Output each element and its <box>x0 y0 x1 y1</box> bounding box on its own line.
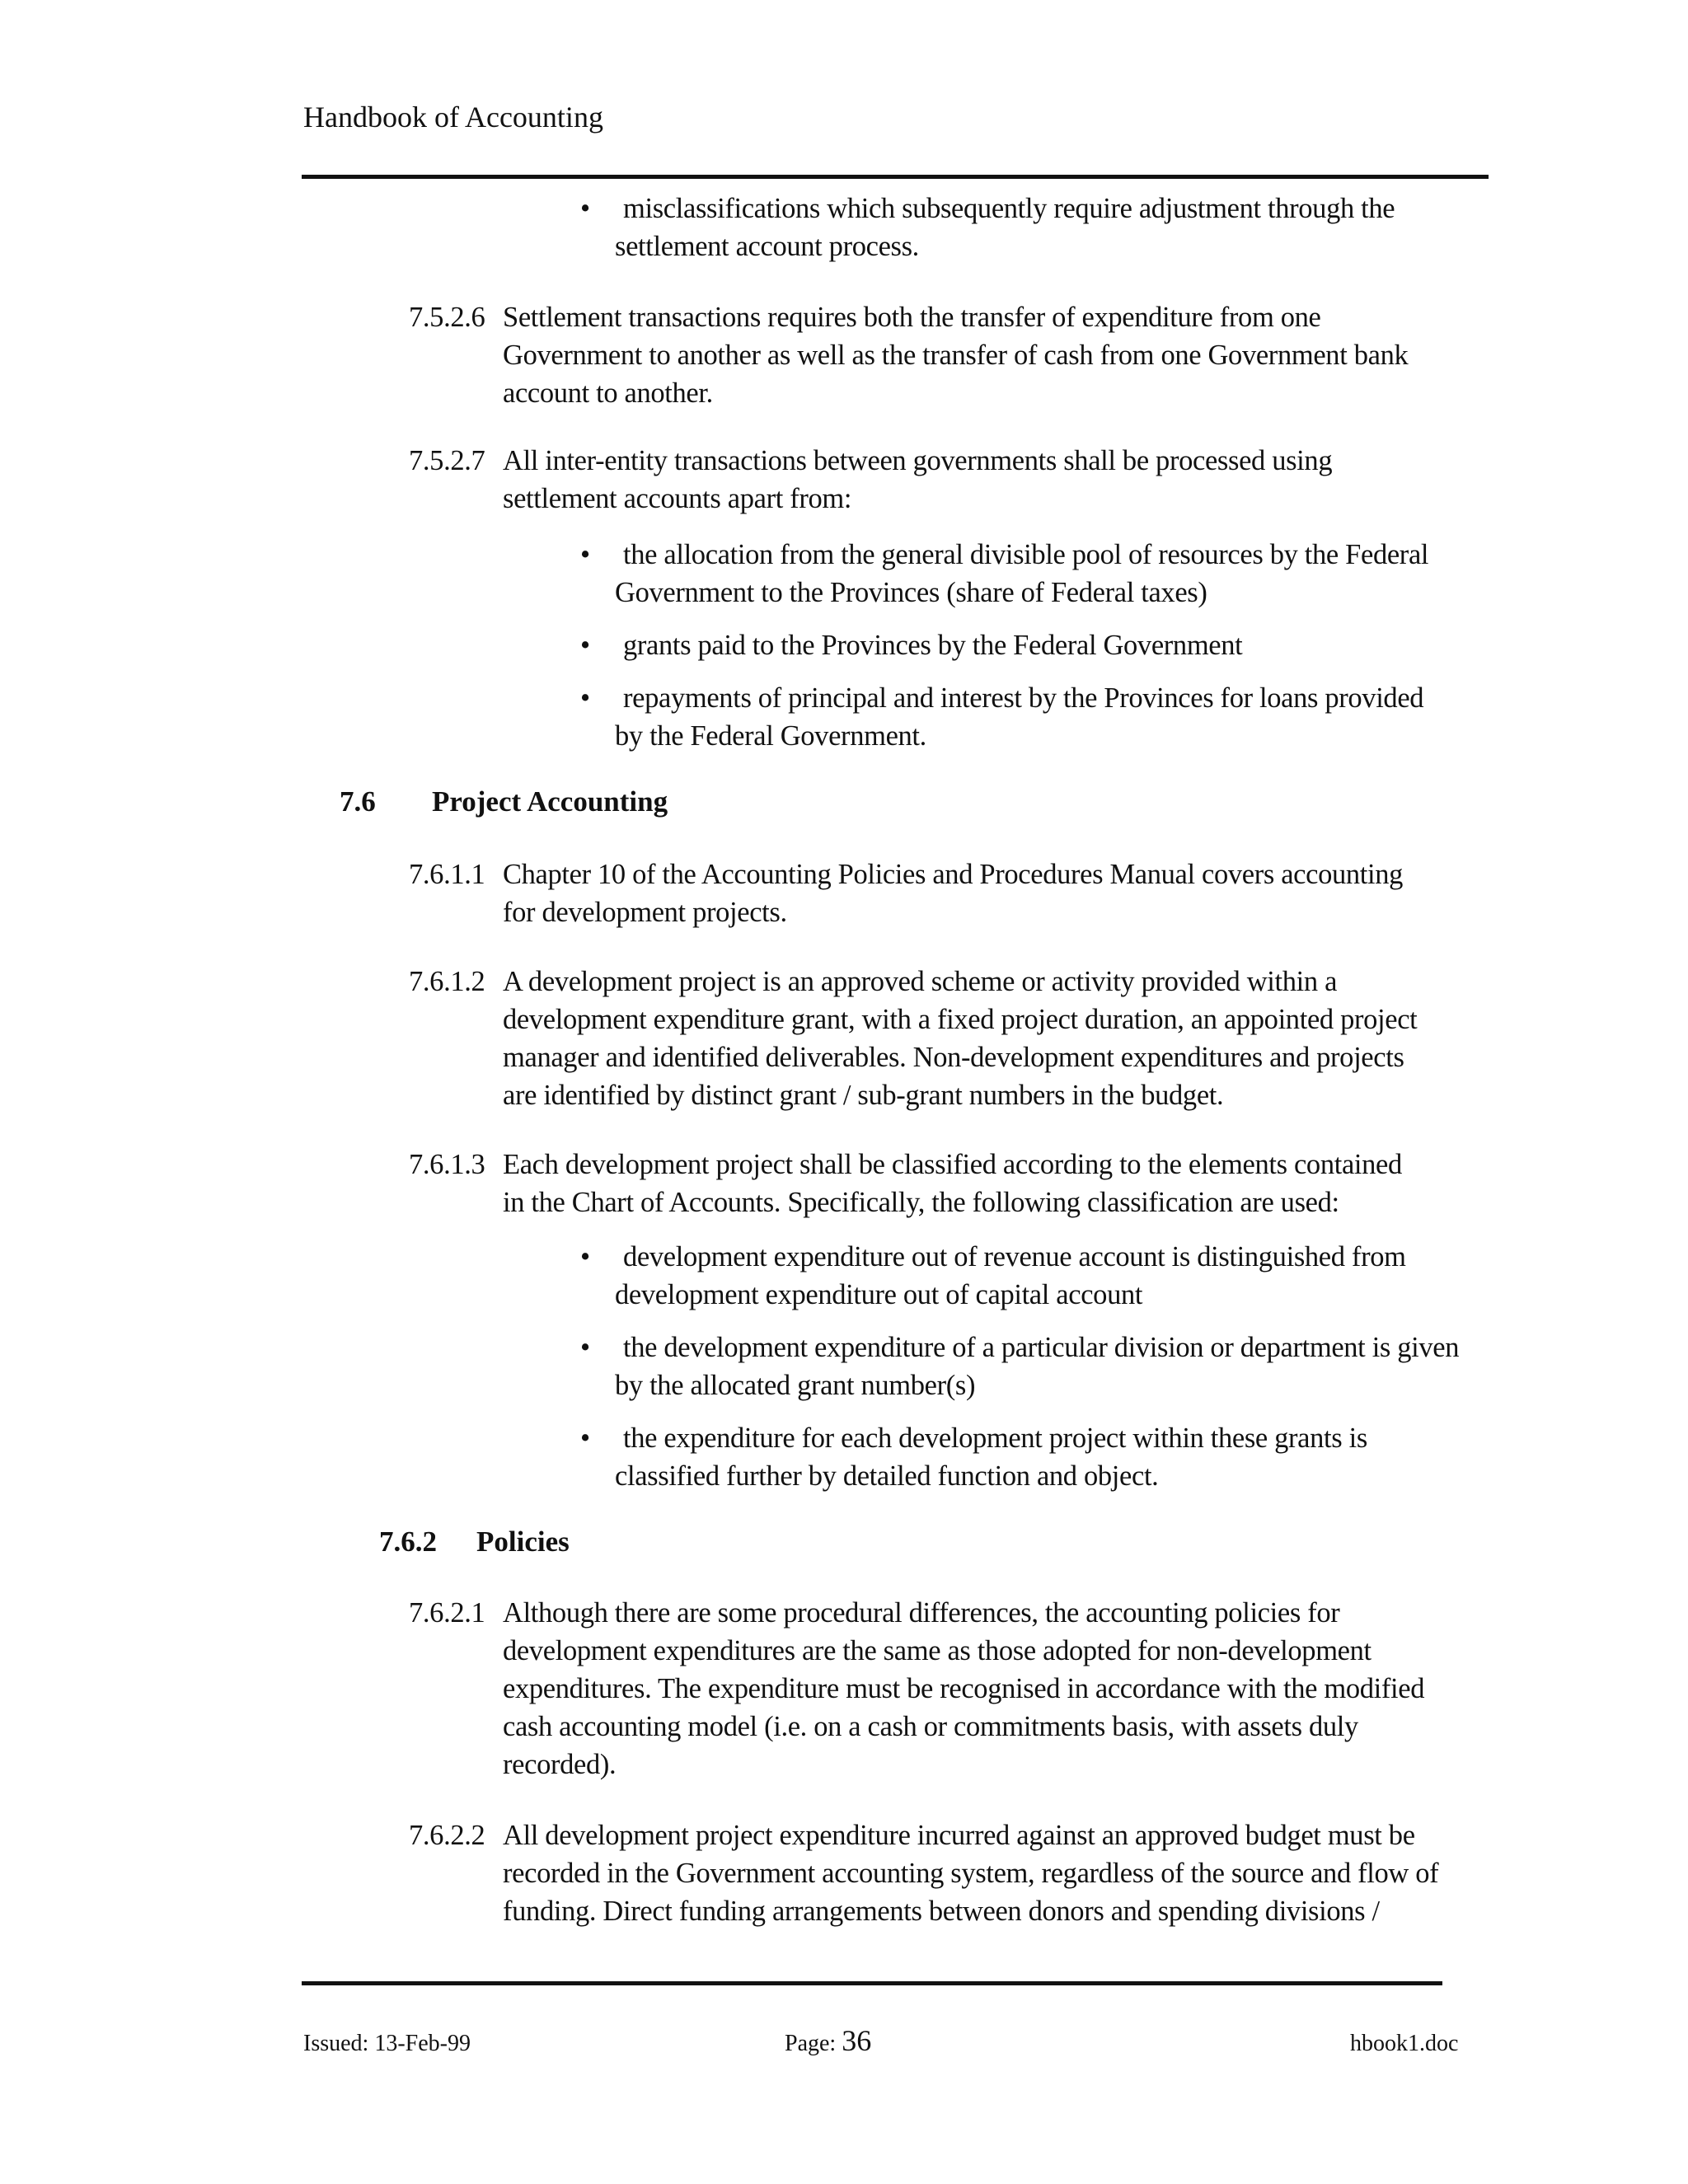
paragraph-text: Chapter 10 of the Accounting Policies and Procedures Manual covers accounting <box>503 859 1404 890</box>
footer-divider <box>302 1981 1442 1985</box>
bullet-line: settlement account process. <box>615 231 919 262</box>
footer-page-number: 36 <box>842 2024 872 2057</box>
paragraph-line: Government to another as well as the transfer of cash from one Government bank <box>503 340 1409 371</box>
paragraph-7-6-1-1 <box>409 855 1513 931</box>
paragraph-text: Settlement transactions requires both the transfer of expenditure from one <box>503 302 1321 333</box>
bullet-icon: • <box>580 539 590 570</box>
bullet-icon: • <box>580 682 590 714</box>
paragraph-text: A development project is an approved scheme or activity provided within a <box>503 966 1338 997</box>
paragraph-7-6-2-2 <box>409 1816 1522 1930</box>
page-header-title: Handbook of Accounting <box>303 101 603 134</box>
bullet-line: development expenditure out of capital account <box>615 1279 1143 1310</box>
paragraph-line: cash accounting model (i.e. on a cash or commitments basis, with assets duly <box>503 1711 1358 1742</box>
bullet-icon: • <box>580 630 590 661</box>
bullet-line: development expenditure out of revenue account is distinguished from <box>623 1241 1406 1272</box>
bullet-line: classified further by detailed function and object. <box>615 1460 1159 1492</box>
paragraph-number: 7.5.2.7 <box>409 445 485 476</box>
bullet-line: the expenditure for each development project within these grants is <box>623 1422 1367 1454</box>
paragraph-line: funding. Direct funding arrangements between donors and spending divisions / <box>503 1896 1380 1927</box>
section-title: Project Accounting <box>432 785 668 818</box>
paragraph-line: expenditures. The expenditure must be recognised in accordance with the modified <box>503 1673 1425 1704</box>
section-heading-7-6-2 <box>379 1523 570 1561</box>
bullet-item <box>580 1329 1513 1404</box>
footer-page-label: Page: <box>785 2031 837 2056</box>
paragraph-text: Although there are some procedural differences, the accounting policies for <box>503 1597 1340 1629</box>
paragraph-line: in the Chart of Accounts. Specifically, the following classification are used: <box>503 1187 1339 1218</box>
paragraph-text: Each development project shall be classified according to the elements contained <box>503 1149 1402 1180</box>
bullet-item <box>580 626 1497 664</box>
paragraph-7-5-2-7 <box>409 442 1497 518</box>
paragraph-number: 7.6.1.3 <box>409 1149 485 1180</box>
paragraph-line: development expenditure grant, with a fixed project duration, an appointed project <box>503 1004 1418 1035</box>
paragraph-line: account to another. <box>503 377 713 409</box>
bullet-item <box>580 1238 1513 1314</box>
bullet-line: by the Federal Government. <box>615 720 926 752</box>
paragraph-line: recorded). <box>503 1749 617 1780</box>
bullet-item <box>580 679 1497 755</box>
bullet-line: repayments of principal and interest by the Provinces for loans provided <box>623 682 1424 714</box>
paragraph-number: 7.5.2.6 <box>409 302 485 333</box>
paragraph-7-6-1-3 <box>409 1146 1513 1221</box>
section-heading-7-6 <box>340 783 668 821</box>
paragraph-line: for development projects. <box>503 897 787 928</box>
bullet-item <box>580 190 1489 265</box>
section-number: 7.6 <box>340 785 376 818</box>
paragraph-line: settlement accounts apart from: <box>503 483 852 514</box>
footer-issued-date: Issued: 13-Feb-99 <box>303 2031 471 2056</box>
bullet-line: by the allocated grant number(s) <box>615 1370 976 1401</box>
paragraph-number: 7.6.1.1 <box>409 859 485 890</box>
footer-filename: hbook1.doc <box>1350 2031 1459 2056</box>
bullet-item <box>580 1419 1513 1495</box>
bullet-icon: • <box>580 1241 590 1272</box>
paragraph-text: All development project expenditure incurred against an approved budget must be <box>503 1820 1415 1851</box>
paragraph-text: All inter-entity transactions between governments shall be processed using <box>503 445 1333 476</box>
paragraph-number: 7.6.2.2 <box>409 1820 485 1851</box>
paragraph-7-6-2-1 <box>409 1594 1513 1783</box>
bullet-icon: • <box>580 1332 590 1363</box>
paragraph-line: development expenditures are the same as those adopted for non-development <box>503 1635 1372 1666</box>
paragraph-number: 7.6.1.2 <box>409 966 485 997</box>
header-divider <box>302 175 1489 179</box>
section-number: 7.6.2 <box>379 1526 437 1558</box>
section-title: Policies <box>476 1526 570 1558</box>
paragraph-7-5-2-6 <box>409 298 1497 412</box>
paragraph-line: are identified by distinct grant / sub-grant numbers in the budget. <box>503 1080 1224 1111</box>
paragraph-line: manager and identified deliverables. Non-development expenditures and projects <box>503 1042 1404 1073</box>
bullet-item <box>580 536 1497 612</box>
bullet-line: the allocation from the general divisible pool of resources by the Federal <box>623 539 1429 570</box>
bullet-icon: • <box>580 1422 590 1454</box>
footer-page <box>785 2024 871 2060</box>
bullet-line: the development expenditure of a particular division or department is given <box>623 1332 1460 1363</box>
paragraph-number: 7.6.2.1 <box>409 1597 485 1629</box>
bullet-line: misclassifications which subsequently require adjustment through the <box>623 193 1395 224</box>
bullet-icon: • <box>580 193 590 224</box>
bullet-line: grants paid to the Provinces by the Federal Government <box>623 630 1243 661</box>
paragraph-line: recorded in the Government accounting system, regardless of the source and flow of <box>503 1858 1439 1889</box>
bullet-line: Government to the Provinces (share of Federal taxes) <box>615 577 1207 608</box>
paragraph-7-6-1-2 <box>409 963 1513 1114</box>
